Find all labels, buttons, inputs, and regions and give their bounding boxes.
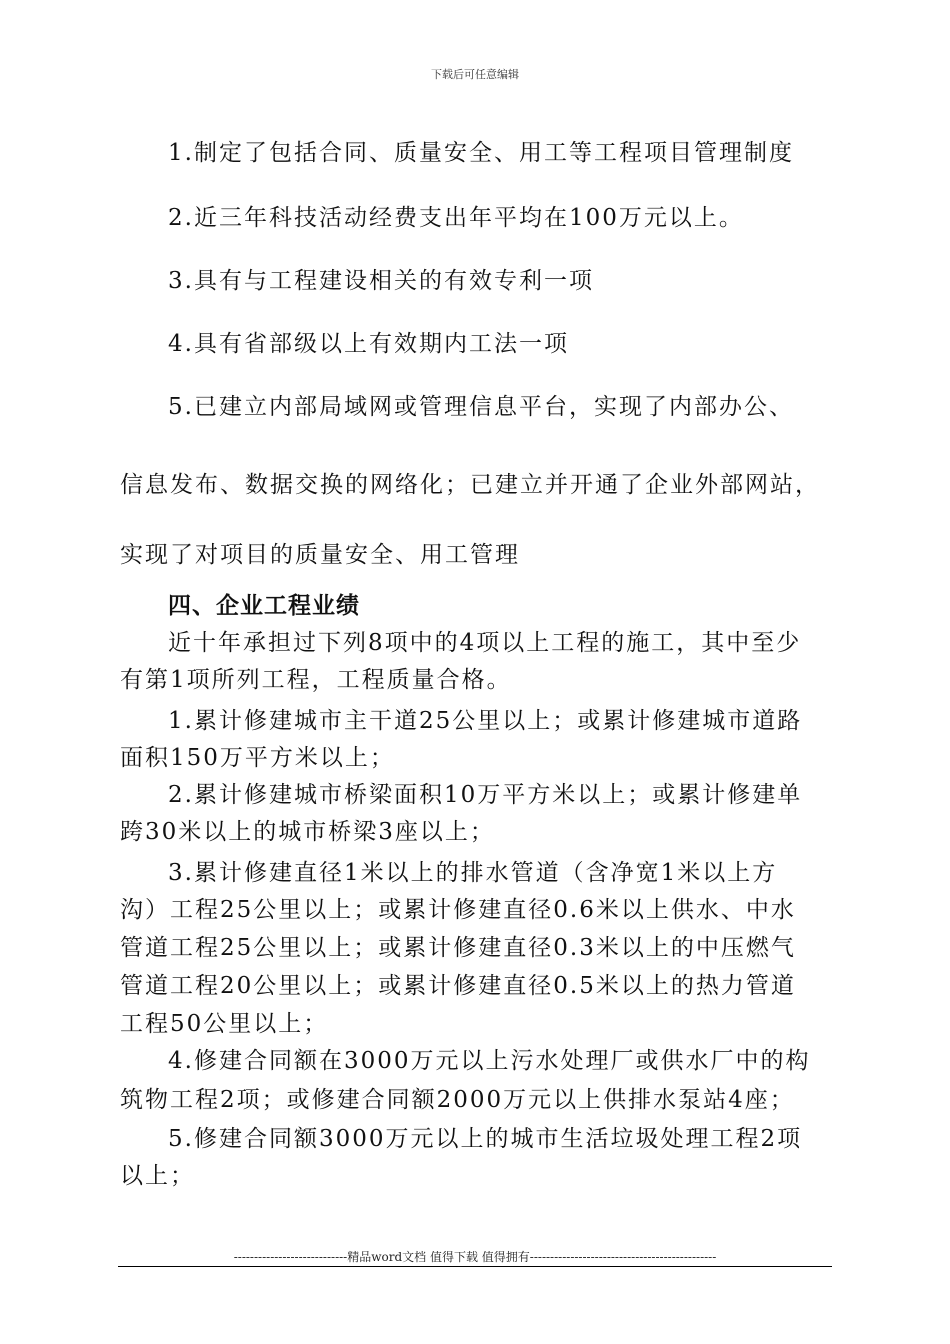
text-line: 4.修建合同额在3000万元以上污水处理厂或供水厂中的构	[168, 1048, 811, 1074]
text-line: 3.累计修建直径1米以上的排水管道（含净宽1米以上方	[168, 860, 778, 886]
text-line: 2.累计修建城市桥梁面积10万平方米以上；或累计修建单	[168, 782, 803, 808]
text-line: 5.已建立内部局域网或管理信息平台，实现了内部办公、	[168, 394, 794, 420]
text-line: 有第1项所列工程，工程质量合格。	[120, 667, 512, 693]
text-line: 近十年承担过下列8项中的4项以上工程的施工，其中至少	[168, 630, 802, 656]
text-line: 4.具有省部级以上有效期内工法一项	[168, 331, 569, 357]
text-line: 面积150万平方米以上；	[120, 745, 395, 771]
page-header: 下载后可任意编辑	[431, 68, 519, 81]
page-footer: ----------------------------精品word文档 值得下载 值得拥有----------------------------------------------	[233, 1250, 717, 1264]
text-line: 3.具有与工程建设相关的有效专利一项	[168, 268, 594, 294]
text-line: 管道工程25公里以上；或累计修建直径0.3米以上的中压燃气	[120, 935, 796, 961]
text-line: 跨30米以上的城市桥梁3座以上；	[120, 819, 495, 845]
text-line: 工程50公里以上；	[120, 1011, 329, 1037]
text-line: 2.近三年科技活动经费支出年平均在100万元以上。	[168, 205, 744, 231]
text-line: 1.制定了包括合同、质量安全、用工等工程项目管理制度	[168, 140, 794, 166]
text-line: 1.累计修建城市主干道25公里以上；或累计修建城市道路	[168, 708, 803, 734]
text-line: 实现了对项目的质量安全、用工管理	[120, 542, 520, 568]
text-line: 管道工程20公里以上；或累计修建直径0.5米以上的热力管道	[120, 973, 796, 999]
text-line: 沟）工程25公里以上；或累计修建直径0.6米以上供水、中水	[120, 897, 796, 923]
footer-divider	[118, 1266, 832, 1267]
text-line: 筑物工程2项；或修建合同额2000万元以上供排水泵站4座；	[120, 1087, 795, 1113]
text-line: 信息发布、数据交换的网络化；已建立并开通了企业外部网站，	[120, 472, 820, 498]
section-heading: 四、企业工程业绩	[168, 592, 360, 619]
text-line: 5.修建合同额3000万元以上的城市生活垃圾处理工程2项	[168, 1126, 803, 1152]
text-line: 以上；	[120, 1163, 195, 1189]
